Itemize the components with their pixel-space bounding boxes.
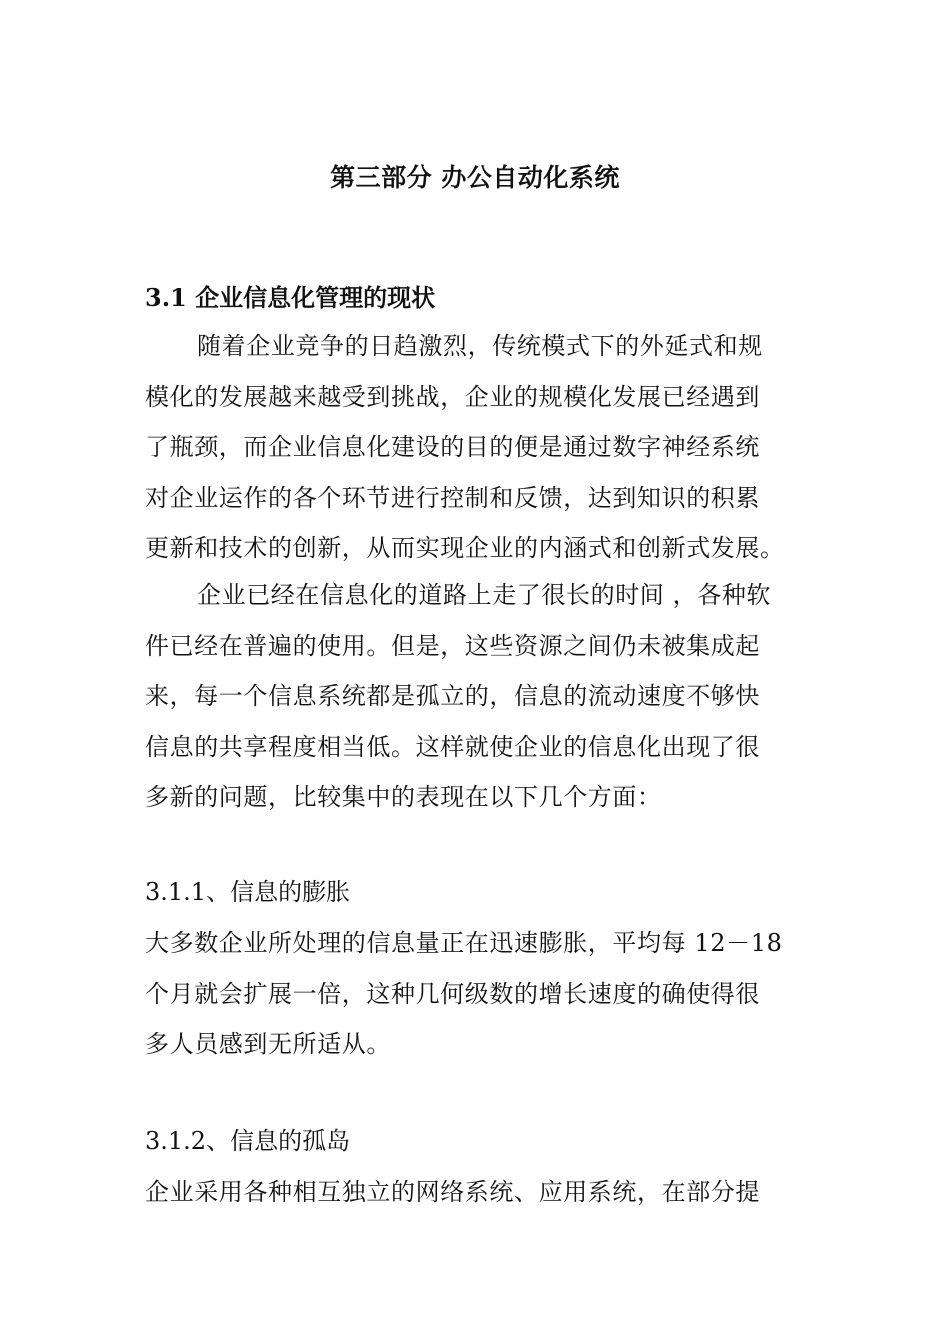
document-title: 第三部分 办公自动化系统 [330, 163, 620, 192]
paragraph-3-1-2 [145, 1167, 807, 1218]
paragraph-3-1-first [145, 321, 807, 574]
paragraph-line: 大多数企业所处理的信息量正在迅速膨胀，平均每 12－18 [145, 929, 783, 957]
section-heading-3-1-1: 3.1.1、信息的膨胀 [145, 878, 351, 906]
paragraph-line: 信息的共享程度相当低。这样就使企业的信息化出现了很 [145, 732, 760, 761]
paragraph-line: 模化的发展越来越受到挑战，企业的规模化发展已经遇到 [145, 382, 760, 411]
paragraph-line: 随着企业竞争的日趋激烈，传统模式下的外延式和规 [197, 332, 763, 360]
paragraph-line: 更新和技术的创新，从而实现企业的内涵式和创新式发展。 [145, 534, 785, 562]
section-heading-3-1: 3.1 企业信息化管理的现状 [145, 283, 436, 312]
paragraph-line: 来，每一个信息系统都是孤立的，信息的流动速度不够快 [145, 682, 760, 710]
paragraph-line: 多人员感到无所适从。 [145, 1030, 391, 1058]
paragraph-3-1-second [145, 570, 807, 823]
paragraph-line: 企业采用各种相互独立的网络系统、应用系统，在部分提 [145, 1178, 760, 1206]
paragraph-line: 企业已经在信息化的道路上走了很长的时间 ，各种软 [197, 581, 772, 609]
paragraph-line: 个月就会扩展一倍，这种几何级数的增长速度的确使得很 [145, 979, 760, 1008]
paragraph-line: 多新的问题，比较集中的表现在以下几个方面： [145, 783, 662, 811]
paragraph-3-1-1 [145, 918, 807, 1070]
paragraph-line: 了瓶颈，而企业信息化建设的目的便是通过数字神经系统 [145, 433, 760, 461]
paragraph-line: 件已经在普遍的使用。但是，这些资源之间仍未被集成起 [145, 631, 760, 660]
section-heading-3-1-2: 3.1.2、信息的孤岛 [145, 1127, 351, 1155]
paragraph-line: 对企业运作的各个环节进行控制和反馈，达到知识的积累 [145, 483, 760, 512]
